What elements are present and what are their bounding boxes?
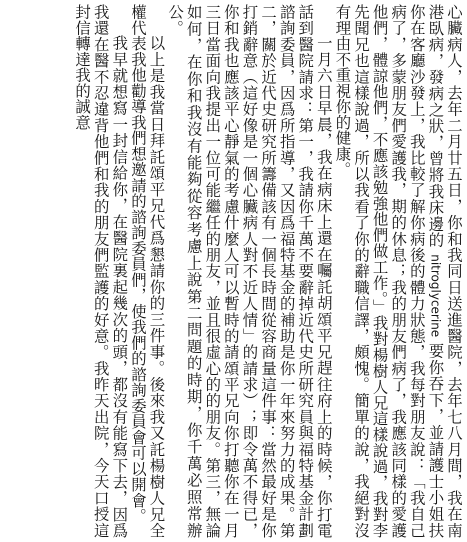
paragraph-text: 要你吞下，並請護士小姐扶你在客廳沙發上，我比較了解你病後的體力狀態，我每對朋友說：「我自己病了，多蒙朋友們愛護我，期的休息；我的朋友們病了，我應該同樣的愛護他們，體諒他們，不應該勉強他們做工作。」我對楊樹人兄這樣說過，我對李先聞兄也這樣說過，所以我看了你的辭職信譯，頗愧。簡單的說，我絕對沒有理由不重視你的健康。: [333, 4, 445, 538]
paragraph-text: 我早就想寫一封信給你，在醫院裏起幾次的頭，都沒有能寫下去，因爲我還在醫不忍違背他們和我的朋友們監護的好意。我昨天出院，今天口授這封信轉達我的誠意: [73, 4, 129, 538]
letter-paragraph-2: [166, 4, 333, 538]
letter-paragraph-1: [333, 4, 463, 538]
letter-paragraph-3: [128, 4, 165, 538]
paragraph-text: 心臟病人，去年二月廿五日，你和我同日送進醫院，去年七八月間，我在南港臥病，發病之狀，曾將我床邊的: [426, 4, 463, 538]
paragraph-text: 一月六日早晨，我在病床上還在囑託胡頌平兄趕往府上的時候，你打電話到醫院請求：第一，我請你千萬不要辭掉近代史所研究員與福特基金計劃諮詢委員，因爲所指導，又因爲福特基金的補助是你一年來努力的成果。第二，關於近代史研究所籌備該有一個長時間從容商量這件事：當然最好是你打銷辭意（這好像是一個心臟病人對不近人情」的請求）；即令萬不得已，你和我也應該平心靜氣的考慮什麼人可以暫時的請頌平兄向你打聽你在一月三日當面向我提出一位可能繼任的朋友，並且很虛心的的朋友。第三，無論如何，在你和我沒有能夠從容考慮上說第二問題的時期，你千萬必照常辦公。: [166, 4, 333, 538]
drug-name-term: nitroglycerine: [428, 254, 443, 338]
paragraph-text: 以上是我當日拜託頌平兄代爲懇請你的三件事。後來我又託楊樹人兄全權代表我他勸導我們想邀請的諮詢委員們，使我們的諮詢委員會可以開會。: [128, 4, 166, 538]
letter-paragraph-4: [73, 4, 129, 538]
